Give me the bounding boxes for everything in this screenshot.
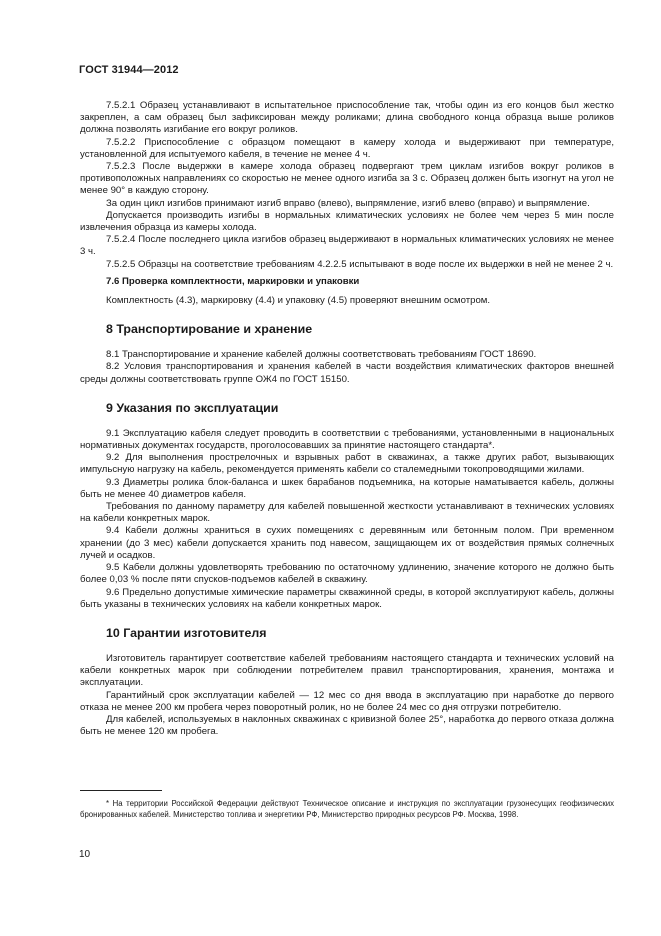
section-title-10: 10 Гарантии изготовителя: [106, 625, 267, 640]
footnote: * На территории Российской Федерации действуют Техническое описание и инструкция по эксплуатации грузонесущих геофизических бронированных кабелей. Министерство топлива и энергетики РФ, Министерство природных ресурсов РФ. Москва, 1998.: [80, 799, 614, 819]
paragraph-9-6: 9.6 Предельно допустимые химические параметры скважинной среды, в которой эксплуатируют кабель, должны быть указаны в технических условиях на кабели конкретных марок.: [80, 586, 614, 610]
paragraph-7-5-2-4: 7.5.2.4 После последнего цикла изгибов образец выдерживают в нормальных климатических условиях не менее 3 ч.: [80, 234, 614, 258]
paragraph-9-2: 9.2 Для выполнения прострелочных и взрывных работ в скважинах, а также других работ, вызывающих импульсную нагрузку на кабель, рекомендуется применять кабели со сталемедными токопроводящими жилами.: [80, 452, 614, 476]
paragraph-10-warranty: Изготовитель гарантирует соответствие кабелей требованиям настоящего стандарта и технических условий на кабели конкретных марок при соблюдении потребителем правил транспортирования, хранения, монтажа и эксплуатации.: [80, 652, 614, 689]
subsection-title-7-6: 7.6 Проверка комплектности, маркировки и упаковки: [106, 275, 360, 287]
section-title-8: 8 Транспортирование и хранение: [106, 322, 313, 337]
section-title-9: 9 Указания по эксплуатации: [106, 400, 279, 415]
paragraph-10-inclined: Для кабелей, используемых в наклонных скважинах с кривизной более 25°, наработка до первого отказа должна быть не менее 120 км пробега.: [80, 713, 614, 738]
paragraph-7-5-2-3: 7.5.2.3 После выдержки в камере холода образец подвергают трем циклам изгибов вокруг роликов в противоположных направлениях со скоростью не менее одного изгиба за 3 с. Образец должен быть изогнут на угол не менее 90° в каждую сторону.: [80, 161, 614, 197]
paragraph-7-5-2-2: 7.5.2.2 Приспособление с образцом помещают в камеру холода и выдерживают при температуре, установленной для испытуемого кабеля, в течение не менее 4 ч.: [80, 136, 614, 160]
paragraph-bend-cycle: За один цикл изгибов принимают изгиб вправо (влево), выпрямление, изгиб влево (вправо) и выпрямление.: [106, 197, 590, 209]
paragraph-bend-conditions: Допускается производить изгибы в нормальных климатических условиях не более чем через 5 мин после извлечения образца из камеры холода.: [80, 209, 614, 234]
document-header: ГОСТ 31944—2012: [79, 64, 179, 76]
paragraph-7-6: Комплектность (4.3), маркировку (4.4) и упаковку (4.5) проверяют внешним осмотром.: [106, 295, 491, 307]
page-number: 10: [79, 849, 91, 860]
page-body: [80, 100, 614, 738]
paragraph-8-1: 8.1 Транспортирование и хранение кабелей должны соответствовать требованиям ГОСТ 18690.: [106, 349, 537, 361]
footnote-divider: [80, 790, 162, 791]
paragraph-10-period: Гарантийный срок эксплуатации кабелей — 12 мес со дня ввода в эксплуатацию при наработке до первого отказа не менее 200 км пробега через поворотный ролик, но не более 24 мес со дня отгрузки потребителю.: [80, 689, 614, 713]
paragraph-9-1: 9.1 Эксплуатацию кабеля следует проводить в соответствии с требованиями, установленными в национальных нормативных документах государств, проголосовавших за принятие настоящего стандарта*.: [80, 427, 614, 452]
paragraph-9-4: 9.4 Кабели должны храниться в сухих помещениях с деревянным или бетонным полом. При временном хранении (до 3 мес) кабели допускается хранить под навесом, защищающем их от воздействия прямых солнечных лучей и осадков.: [80, 525, 614, 561]
paragraph-7-5-2-1: 7.5.2.1 Образец устанавливают в испытательное приспособление так, чтобы один из его концов был жестко закреплен, а сам образец был зафиксирован между роликами; длина свободного конца образца выше роликов должна позволять изгибание его вокруг роликов.: [80, 100, 614, 136]
paragraph-9-3-rigidity: Требования по данному параметру для кабелей повышенной жесткости устанавливают в технических условиях на кабели конкретных марок.: [80, 501, 614, 525]
paragraph-9-5: 9.5 Кабели должны удовлетворять требованию по остаточному удлинению, значение которого не должно быть более 0,03 % после пяти спусков-подъемов кабелей в скважину.: [80, 562, 614, 586]
paragraph-9-3: 9.3 Диаметры ролика блок-баланса и шкек барабанов подъемника, на которые наматывается кабель, должны быть не менее 40 диаметров кабеля.: [80, 476, 614, 500]
paragraph-7-5-2-5: 7.5.2.5 Образцы на соответствие требованиям 4.2.2.5 испытывают в воде после их выдержки в ней не менее 2 ч.: [106, 258, 614, 270]
paragraph-8-2: 8.2 Условия транспортирования и хранения кабелей в части воздействия климатических факторов внешней среды должны соответствовать группе ОЖ4 по ГОСТ 15150.: [80, 361, 614, 385]
